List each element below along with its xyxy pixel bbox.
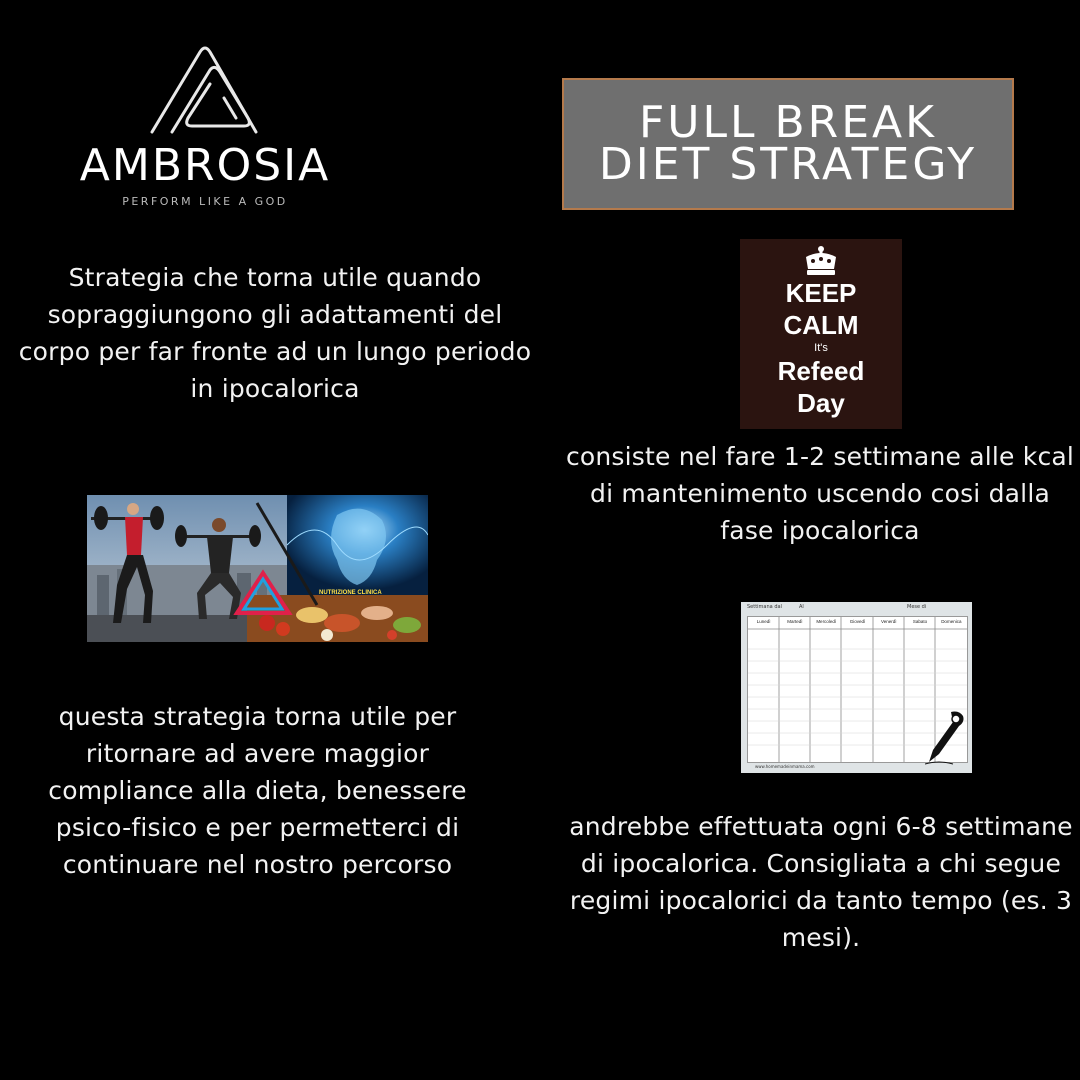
poster-calm: CALM [783,310,859,340]
crown-icon [801,245,841,277]
title-line-2: DIET STRATEGY [598,139,978,190]
calendar-footer-url: www.homemadeinmama.com [755,764,815,769]
poster-keep: KEEP [785,278,857,308]
calendar-day-5: Sabato [912,619,928,624]
calendar-header-month: Mese di [907,604,927,610]
gym-nutrition-image [87,495,428,642]
logo-name: AMBROSIA [79,140,331,191]
intro-paragraph: Strategia che torna utile quando sopraggiungono gli adattamenti del corpo per far fronte ad un lungo periodo in ipocalorica [18,263,532,403]
fountain-pen-icon [925,710,969,766]
poster-day: Day [797,388,845,418]
poster-its: It's [814,342,828,354]
calendar-header-week: Settimana dal [747,604,782,610]
gym-image-caption: NUTRIZIONE CLINICA [319,590,382,596]
logo-tagline: PERFORM LIKE A GOD [122,195,288,208]
calendar-day-4: Venerdì [881,619,897,624]
calendar-header-to: Al [799,604,804,610]
title-line-1: FULL BREAK [638,97,938,148]
calendar-day-0: Lunedì [756,619,771,624]
poster-refeed: Refeed [777,356,865,386]
consists-paragraph: consiste nel fare 1-2 settimane alle kcal di mantenimento uscendo cosi dalla fase ipocalorica [565,442,1075,545]
calendar-day-1: Martedì [787,619,803,624]
weekly-calendar-image [741,602,972,773]
ambrosia-logo [60,40,350,215]
calendar-day-2: Mercoledì [816,619,837,624]
title-box [562,78,1014,210]
ambrosia-triangle-icon [60,40,350,140]
calendar-day-3: Giovedì [849,619,866,624]
gym-photo-illustration [87,495,428,642]
keep-calm-poster [740,239,902,429]
useful-paragraph: questa strategia torna utile per ritornare ad avere maggior compliance alla dieta, benessere psico-fisico e per permetterci di continuare nel nostro percorso [48,702,467,879]
calendar-day-6: Domenica [941,619,962,624]
frequency-paragraph: andrebbe effettuata ogni 6-8 settimane di ipocalorica. Consigliata a chi segue regimi ipocalorici da tanto tempo (es. 3 mesi). [569,812,1073,952]
calendar-days-row [748,619,967,629]
